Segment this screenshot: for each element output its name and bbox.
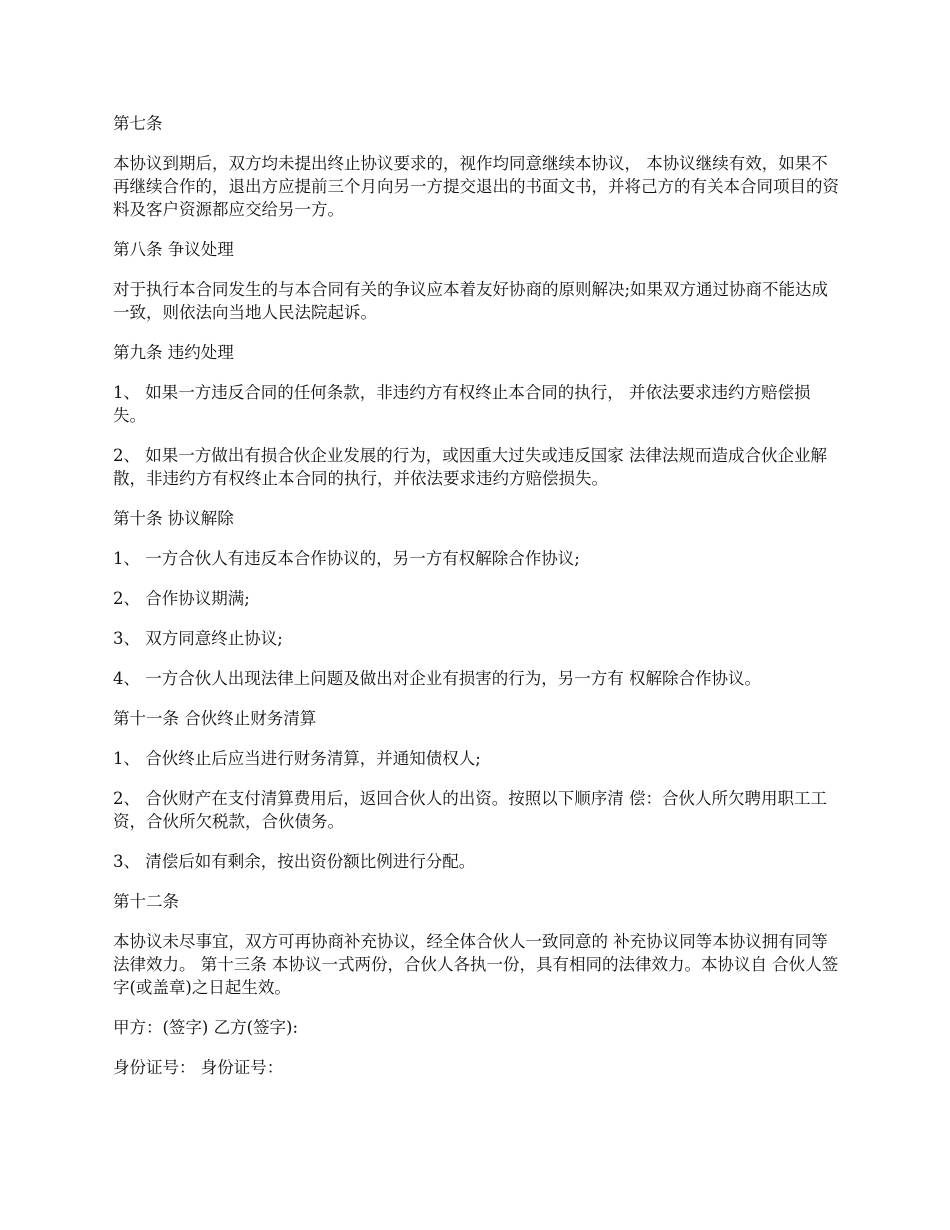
article-10-item-3: 3、 双方同意终止协议; xyxy=(113,629,283,648)
article-9-item-1: 1、 如果一方违反合同的任何条款，非违约方有权终止本合同的执行， 并依法要求违约方赔偿损失。 xyxy=(113,383,811,425)
article-8-heading: 第八条 争议处理 xyxy=(113,240,234,259)
article-10-item-1: 1、 一方合伙人有违反本合作协议的，另一方有权解除合作协议; xyxy=(113,549,580,568)
document-page xyxy=(113,112,841,1096)
article-7-heading: 第七条 xyxy=(113,114,163,133)
article-12-heading: 第十二条 xyxy=(113,892,179,911)
article-11-item-3: 3、 清偿后如有剩余，按出资份额比例进行分配。 xyxy=(113,852,476,871)
article-11-heading: 第十一条 合伙终止财务清算 xyxy=(113,709,317,728)
article-9-item-2: 2、 如果一方做出有损合伙企业发展的行为，或因重大过失或违反国家 法律法规而造成合伙企业解散，非违约方有权终止本合同的执行，并依法要求违约方赔偿损失。 xyxy=(113,446,827,488)
article-11-item-1: 1、 合伙终止后应当进行财务清算，并通知债权人; xyxy=(113,749,481,768)
signature-line: 甲方：(签字) 乙方(签字): xyxy=(113,1018,299,1037)
article-8-body: 对于执行本合同发生的与本合同有关的争议应本着友好协商的原则解决;如果双方通过协商不能达成一致，则依法向当地人民法院起诉。 xyxy=(113,280,829,322)
article-10-heading: 第十条 协议解除 xyxy=(113,509,234,528)
article-10-item-2: 2、 合作协议期满; xyxy=(113,589,250,608)
article-7-body: 本协议到期后，双方均未提出终止协议要求的，视作均同意继续本协议， 本协议继续有效，如果不再继续合作的，退出方应提前三个月向另一方提交退出的书面文书，并将己方的有关本合同项目的资料及客户资源都应交给另一方。 xyxy=(113,154,839,219)
id-number-line: 身份证号： 身份证号： xyxy=(113,1058,284,1077)
article-10-item-4: 4、 一方合伙人出现法律上问题及做出对企业有损害的行为，另一方有 权解除合作协议。 xyxy=(113,669,761,688)
article-11-item-2: 2、 合伙财产在支付清算费用后，返回合伙人的出资。按照以下顺序清 偿：合伙人所欠聘用职工工资，合伙所欠税款，合伙债务。 xyxy=(113,789,827,831)
article-9-heading: 第九条 违约处理 xyxy=(113,343,234,362)
article-12-body: 本协议未尽事宜，双方可再协商补充协议，经全体合伙人一致同意的 补充协议同等本协议拥有同等法律效力。 第十三条 本协议一式两份，合伙人各执一份，具有相同的法律效力。本协议自 合伙人签字(或盖章)之日起生效。 xyxy=(113,932,839,997)
